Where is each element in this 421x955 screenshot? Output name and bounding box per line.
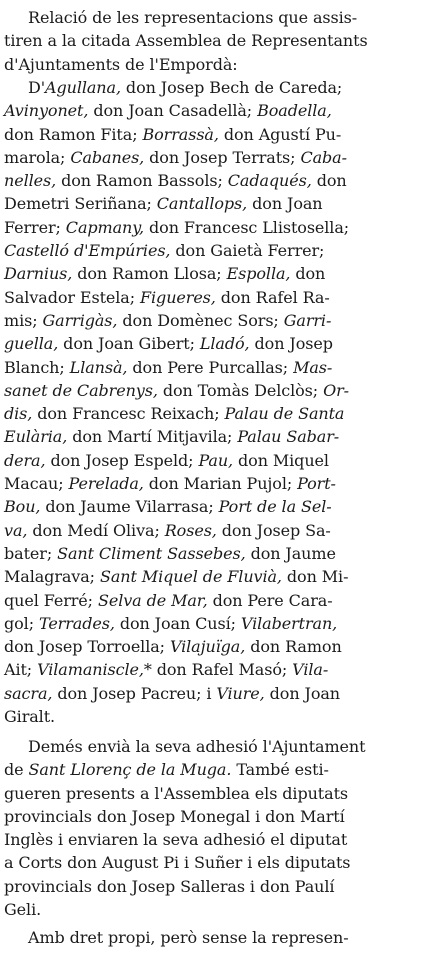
- text-segment: don Francesc Reixach;: [32, 404, 225, 424]
- italic-text-segment: Espolla,: [226, 264, 291, 284]
- italic-text-segment: Boadella,: [257, 101, 332, 121]
- italic-text-segment: guella,: [4, 334, 59, 354]
- italic-text-segment: Palau Sabar-: [237, 427, 340, 447]
- italic-text-segment: Or-: [323, 380, 349, 400]
- italic-text-segment: sacra,: [4, 683, 53, 703]
- text-line: [4, 658, 416, 681]
- text-segment: don Josep Espeld;: [45, 450, 199, 470]
- italic-text-segment: Cadaqués,: [227, 171, 312, 191]
- italic-text-segment: sanet de Cabrenys,: [4, 380, 158, 400]
- text-line: [4, 262, 416, 285]
- italic-text-segment: Lladó,: [199, 334, 250, 354]
- text-line: [4, 542, 416, 565]
- text-segment: Ait;: [4, 660, 38, 680]
- text-segment: a Corts don August Pi i Suñer i els diputats: [4, 853, 351, 873]
- italic-text-segment: Caba-: [300, 147, 347, 167]
- text-line: [4, 472, 416, 495]
- text-segment: gol;: [4, 613, 39, 633]
- text-line: [4, 402, 416, 425]
- text-segment: don Rafel Ra-: [215, 287, 330, 307]
- text-segment: don Domènec Sors;: [117, 310, 284, 330]
- adhesion-paragraph: [4, 735, 416, 921]
- italic-text-segment: Garri-: [283, 310, 332, 330]
- text-segment: Geli.: [4, 900, 42, 920]
- text-line: [4, 495, 416, 518]
- text-line: [4, 123, 416, 146]
- italic-text-segment: Vila-: [292, 660, 329, 680]
- text-line: [4, 735, 416, 758]
- text-segment: don Martí Mitjavila;: [67, 427, 238, 447]
- text-segment: També esti-: [231, 760, 329, 780]
- text-line: [4, 782, 416, 805]
- italic-text-segment: Sant Miquel de Fluvià,: [99, 567, 282, 587]
- text-line: [4, 758, 416, 781]
- italic-text-segment: Garrigàs,: [42, 310, 118, 330]
- text-line: [4, 898, 416, 921]
- text-line: [4, 29, 416, 52]
- text-segment: don Josep Pacreu; i: [52, 683, 217, 703]
- text-segment: don Pere Cara-: [207, 590, 333, 610]
- municipality-list-paragraph: [4, 76, 416, 728]
- text-segment: * don Rafel Masó;: [143, 660, 293, 680]
- text-segment: don Agustí Pu-: [218, 124, 342, 144]
- text-segment: don Marian Pujol;: [143, 474, 298, 494]
- text-line: [4, 565, 416, 588]
- text-segment: don Pere Purcallas;: [127, 357, 294, 377]
- text-line: [4, 6, 416, 29]
- text-line: [4, 146, 416, 169]
- text-line: [4, 875, 416, 898]
- italic-text-segment: Vilabertran,: [240, 613, 338, 633]
- text-line: [4, 216, 416, 239]
- text-line: [4, 705, 416, 728]
- text-segment: don Joan Gibert;: [58, 334, 200, 354]
- text-segment: don Miquel: [233, 450, 329, 470]
- text-line: [4, 99, 416, 122]
- text-segment: bater;: [4, 543, 58, 563]
- text-line: [4, 356, 416, 379]
- text-segment: don Jaume Vilarrasa;: [40, 497, 219, 517]
- text-line: [4, 239, 416, 262]
- text-segment: Salvador Estela;: [4, 287, 141, 307]
- text-segment: don: [311, 171, 347, 191]
- text-segment: don Joan: [264, 683, 341, 703]
- text-segment: Inglès i enviaren la seva adhesió el diputat: [4, 830, 348, 850]
- italic-text-segment: Vilamaniscle,: [37, 660, 144, 680]
- text-line: [4, 379, 416, 402]
- text-segment: Blanch;: [4, 357, 70, 377]
- italic-text-segment: Sant Climent Sassebes,: [57, 543, 246, 563]
- italic-text-segment: Terrades,: [38, 613, 115, 633]
- text-line: [4, 612, 416, 635]
- italic-text-segment: Llansà,: [69, 357, 128, 377]
- text-line: [4, 169, 416, 192]
- italic-text-segment: Agullana,: [45, 78, 121, 97]
- text-segment: d'Ajuntaments de l'Empordà:: [4, 54, 238, 74]
- text-segment: Ferrer;: [4, 217, 66, 237]
- text-line: [4, 425, 416, 448]
- text-line: [4, 828, 416, 851]
- italic-text-segment: Avinyonet,: [4, 101, 89, 121]
- text-segment: don Josep: [249, 334, 333, 354]
- italic-text-segment: va,: [4, 520, 28, 540]
- text-line: [4, 309, 416, 332]
- italic-text-segment: Mas-: [293, 357, 333, 377]
- text-line: [4, 76, 416, 99]
- text-segment: Macau;: [4, 474, 69, 494]
- text-segment: Demetri Seriñana;: [4, 194, 157, 214]
- italic-text-segment: Palau de Santa: [224, 404, 345, 424]
- intro-paragraph: [4, 6, 416, 76]
- text-segment: don Ramon: [245, 637, 342, 657]
- italic-text-segment: Port-: [297, 474, 336, 494]
- text-segment: don Francesc Llistosella;: [144, 217, 350, 237]
- italic-text-segment: Borrassà,: [142, 124, 219, 144]
- text-segment: provincials don Josep Salleras i don Paulí: [4, 876, 335, 896]
- text-segment: don Josep Sa-: [216, 520, 331, 540]
- text-line: [4, 332, 416, 355]
- text-segment: Malagrava;: [4, 567, 100, 587]
- text-segment: de: [4, 760, 29, 780]
- italic-text-segment: Vilajuïga,: [169, 637, 246, 657]
- italic-text-segment: Perelada,: [68, 474, 144, 494]
- text-segment: don Jaume: [245, 543, 336, 563]
- italic-text-segment: Viure,: [216, 683, 265, 703]
- text-segment: don Ramon Llosa;: [72, 264, 227, 284]
- text-segment: don Gaietà Ferrer;: [170, 241, 325, 261]
- text-line: [4, 519, 416, 542]
- text-segment: don: [290, 264, 326, 284]
- text-segment: don Josep Torroella;: [4, 637, 170, 657]
- italic-text-segment: dis,: [4, 404, 33, 424]
- text-segment: don Josep Bech de Careda;: [120, 78, 343, 97]
- italic-text-segment: Pau,: [198, 450, 234, 470]
- text-segment: don Medí Oliva;: [27, 520, 165, 540]
- text-segment: provincials don Josep Monegal i don Martí: [4, 806, 345, 826]
- italic-text-segment: Port de la Sel-: [218, 497, 332, 517]
- text-line: [4, 851, 416, 874]
- text-segment: marola;: [4, 147, 71, 167]
- italic-text-segment: Bou,: [4, 497, 41, 517]
- italic-text-segment: nelles,: [4, 171, 57, 191]
- italic-text-segment: Castelló d'Empúries,: [4, 241, 171, 261]
- text-segment: don Ramon Bassols;: [56, 171, 228, 191]
- text-segment: Relació de les representacions que assis-: [28, 8, 358, 27]
- text-line: [4, 449, 416, 472]
- italic-text-segment: Darnius,: [4, 264, 73, 284]
- text-segment: Amb dret propi, però sense la represen-: [28, 928, 349, 947]
- text-segment: don Ramon Fita;: [4, 124, 143, 144]
- text-segment: don Josep Terrats;: [144, 147, 301, 167]
- italic-text-segment: Eulària,: [4, 427, 68, 447]
- text-segment: don Joan Cusí;: [114, 613, 241, 633]
- text-segment: Giralt.: [4, 707, 56, 727]
- italic-text-segment: dera,: [4, 450, 46, 470]
- text-segment: mis;: [4, 310, 43, 330]
- text-line: [4, 53, 416, 76]
- italic-text-segment: Selva de Mar,: [97, 590, 208, 610]
- italic-text-segment: Cabanes,: [70, 147, 145, 167]
- text-segment: D': [28, 78, 46, 97]
- text-line: [4, 682, 416, 705]
- text-line: [4, 805, 416, 828]
- closing-paragraph: [4, 926, 416, 949]
- italic-text-segment: Cantallops,: [156, 194, 248, 214]
- italic-text-segment: Capmany,: [65, 217, 145, 237]
- text-segment: don Joan: [247, 194, 323, 214]
- text-segment: gueren presents a l'Assemblea els diputats: [4, 783, 349, 803]
- text-segment: don Joan Casadellà;: [88, 101, 258, 121]
- text-line: [4, 589, 416, 612]
- text-segment: don Tomàs Delclòs;: [157, 380, 324, 400]
- text-line: [4, 286, 416, 309]
- italic-text-segment: Figueres,: [140, 287, 216, 307]
- text-segment: Demés envià la seva adhesió l'Ajuntament: [28, 737, 366, 756]
- text-segment: quel Ferré;: [4, 590, 98, 610]
- text-segment: tiren a la citada Assemblea de Representants: [4, 31, 368, 51]
- text-line: [4, 192, 416, 215]
- text-segment: don Mi-: [281, 567, 349, 587]
- text-line: [4, 926, 416, 949]
- text-line: [4, 635, 416, 658]
- italic-text-segment: Roses,: [164, 520, 217, 540]
- italic-text-segment: Sant Llorenç de la Muga.: [28, 760, 232, 780]
